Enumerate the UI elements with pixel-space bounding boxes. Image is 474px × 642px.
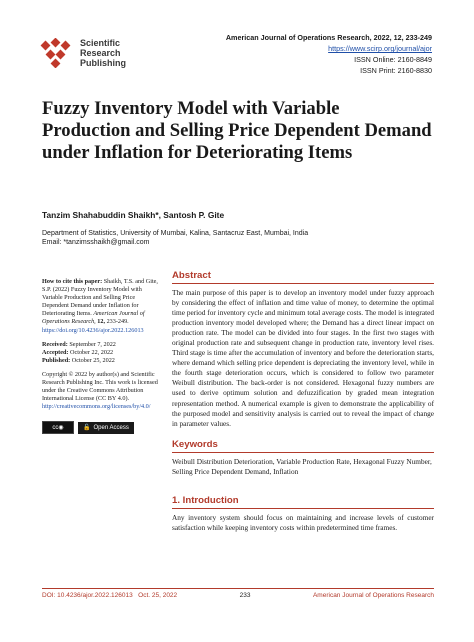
published-date: October 25, 2022 <box>71 356 115 364</box>
journal-citation-line: American Journal of Operations Research, 2022, 12, 233-249 <box>225 33 432 42</box>
license-badges <box>42 421 134 434</box>
abstract-text: The main purpose of this paper is to develop an inventory model under fuzzy approach by considering the effect of inflation and time value of money, to determine the optimal time period for inventory cycle and minimum total average costs. The model is integrated production inventory model developed where; the Demand has a direct linear impact on production rate. The model can be divided into four stages. In the first two stages with original production rate and subsequent change in production rate, inventory level rises. Third stage is time after the accumulation of inventory and before the deterioration starts, where demand which selling price dependent is depreciating the inventory level, while in the fourth stage deterioration occurs, which is considered to follow two parameter Weibull distribution. The back-order is not considered. Hexagonal fuzzy numbers are used to derive optimum solution and defuzzification by graded mean integration representation method. A numerical example is given to demonstrate the applicability of the purposed model and sensitivity analysis is carried out to reveal the impact of change in parameter values. <box>172 288 434 428</box>
issn-online: ISSN Online: 2160-8849 <box>354 55 432 64</box>
received-label: Received: <box>42 340 68 348</box>
main-column <box>172 270 434 533</box>
open-access-label: Open Access <box>93 424 129 431</box>
affiliation-block <box>42 229 442 247</box>
citation-label: How to cite this paper: <box>42 278 103 285</box>
license-link[interactable]: http://creativecommons.org/licenses/by/4.0/ <box>42 403 151 411</box>
publisher-name-line: Scientific <box>80 38 121 48</box>
accepted-label: Accepted: <box>42 348 69 356</box>
page-footer <box>42 588 434 599</box>
publisher-name-line: Research <box>80 48 121 58</box>
footer-doi-text: DOI: 10.4236/ajor.2022.126013 <box>42 592 133 599</box>
open-lock-icon: 🔓 <box>83 424 91 431</box>
keywords-text: Weibull Distribution Deterioration, Variable Production Rate, Hexagonal Fuzzy Number, Selling Price Dependent Demand, Inflation <box>172 456 432 476</box>
citation-volume: 12, <box>97 318 106 326</box>
received-date: September 7, 2022 <box>69 340 116 348</box>
footer-doi <box>42 592 177 599</box>
abstract-heading: Abstract <box>172 270 434 284</box>
citation-block <box>42 278 162 335</box>
publisher-name-line: Publishing <box>80 58 126 68</box>
publisher-logo-icon <box>40 38 74 68</box>
published-label: Published: <box>42 356 71 364</box>
open-access-badge[interactable] <box>78 422 134 434</box>
accepted-date: October 22, 2022 <box>70 348 114 356</box>
citation-journal: American Journal of Operations Research, <box>42 310 145 326</box>
paper-title: Fuzzy Inventory Model with Variable Production and Selling Price Dependent Demand under Inflation for Deteriorating Items <box>42 98 432 163</box>
copyright-text: Copyright © 2022 by author(s) and Scientific Research Publishing Inc. This work is licensed under the Creative Commons Attribution International License (CC BY 4.0). <box>42 370 158 403</box>
footer-journal: American Journal of Operations Research <box>312 592 434 599</box>
author-email[interactable]: Email: *tanzimsshaikh@gmail.com <box>42 239 150 246</box>
affiliation: Department of Statistics, University of Mumbai, Kalina, Santacruz East, Mumbai, India <box>42 230 309 237</box>
citation-pages: 233-249. <box>106 318 129 326</box>
journal-info <box>226 32 432 76</box>
author-list: Tanzim Shahabuddin Shaikh*, Santosh P. Gite <box>42 210 225 220</box>
citation-doi-link[interactable]: https://doi.org/10.4236/ajor.2022.126013 <box>42 326 144 334</box>
publisher-name <box>80 38 126 68</box>
introduction-heading: 1. Introduction <box>172 495 434 509</box>
keywords-heading: Keywords <box>172 439 434 453</box>
copyright-block <box>42 371 162 411</box>
cc-by-icon[interactable]: cc◉ <box>42 421 74 434</box>
issn-print: ISSN Print: 2160-8830 <box>360 66 432 75</box>
introduction-text: Any inventory system should focus on maintaining and increase levels of customer satisfaction while keeping inventory costs within predetermined time frames. <box>172 512 434 532</box>
citation-text: Shaikh, T.S. and Gite, S.P. (2022) Fuzzy Inventory Model with Variable Production and Selling Price Dependent Demand under Inflation for Deteriorating Items. <box>42 278 158 318</box>
footer-date: Oct. 25, 2022 <box>138 592 178 599</box>
page-number: 233 <box>239 592 251 599</box>
journal-url-link[interactable]: https://www.scirp.org/journal/ajor <box>328 44 432 53</box>
article-info-sidebar <box>42 278 162 434</box>
dates-block <box>42 341 162 365</box>
